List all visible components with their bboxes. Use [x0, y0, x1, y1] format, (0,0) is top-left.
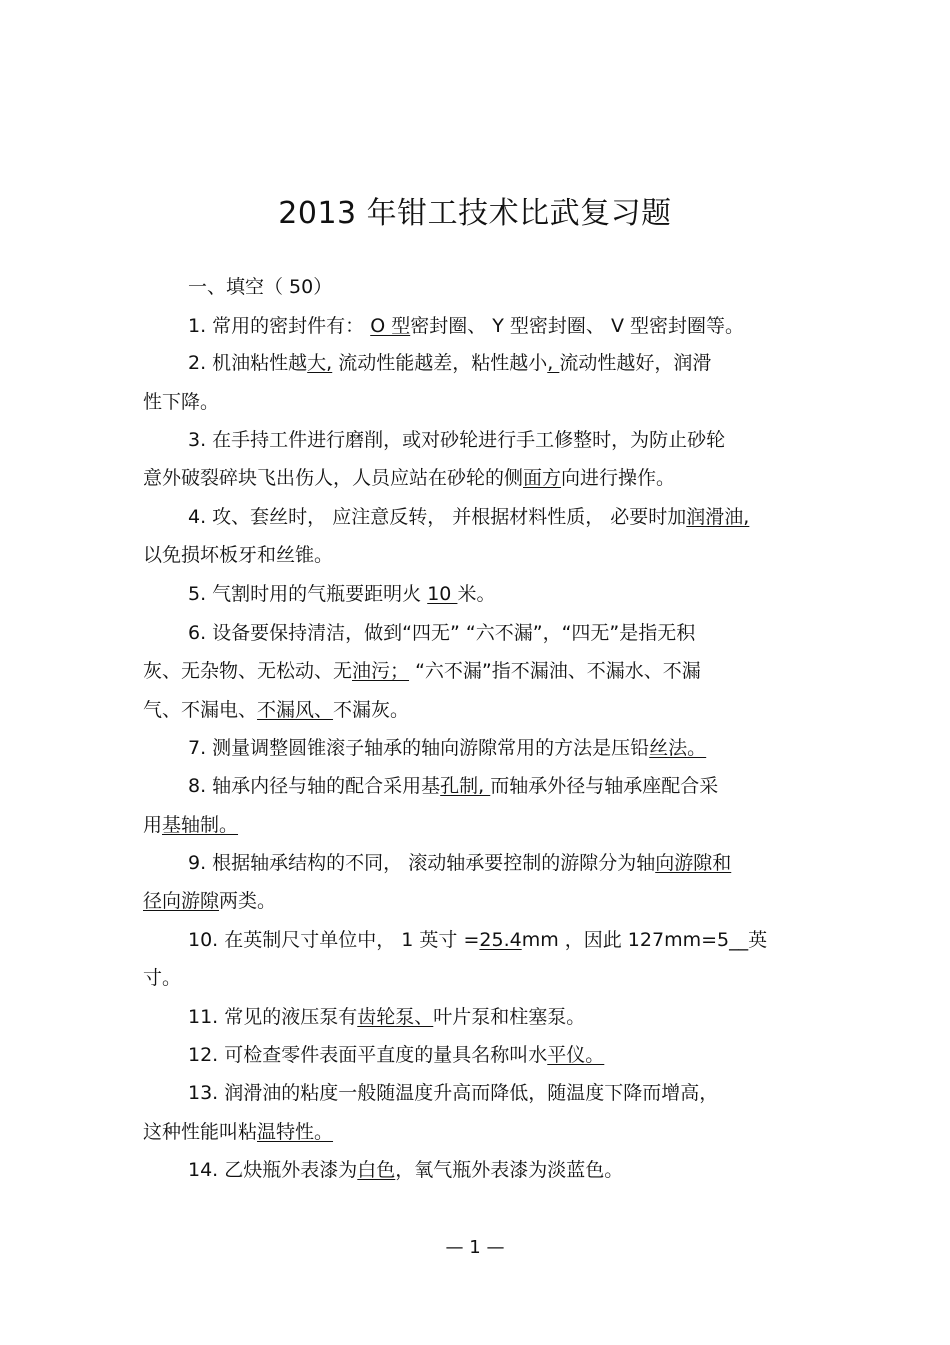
question-12	[188, 1042, 604, 1068]
answer-blank: 润滑油,	[686, 506, 750, 528]
question-text: 2. 机油粘性越	[188, 352, 308, 374]
question-text: 气、不漏电、	[143, 699, 258, 721]
question-text: 而轴承外径与轴承座配合采	[490, 775, 719, 797]
question-text: 5. 气割时用的气瓶要距明火	[188, 583, 428, 605]
question-10-continued: 寸。	[143, 967, 182, 989]
question-8	[188, 773, 718, 799]
answer-blank: 向游隙和	[655, 852, 732, 874]
question-text: 灰、无杂物、无松动、无	[143, 660, 353, 682]
question-text: 10. 在英制尺寸单位中， 1 英寸 =	[188, 929, 480, 951]
question-text: 流动性越好，润滑	[559, 352, 712, 374]
question-13: 13. 润滑油的粘度一般随温度升高而降低，随温度下降而增高，	[188, 1082, 719, 1104]
question-6-continued	[143, 658, 701, 684]
question-4	[188, 504, 749, 530]
question-3: 3. 在手持工件进行磨削，或对砂轮进行手工修整时，为防止砂轮	[188, 429, 726, 451]
answer-blank: 不漏风、	[257, 699, 334, 721]
question-6-continued-2	[143, 697, 409, 723]
question-6: 6. 设备要保持清洁，做到“四无” “六不漏”，“四无”是指无积	[188, 622, 696, 644]
question-2	[188, 350, 711, 376]
question-text: 9. 根据轴承结构的不同， 滚动轴承要控制的游隙分为轴	[188, 852, 656, 874]
answer-blank: 齿轮泵、	[357, 1006, 434, 1028]
question-text: 用	[143, 814, 163, 836]
question-text: 叶片泵和柱塞泵。	[433, 1006, 586, 1028]
answer-blank: 大,	[307, 352, 333, 374]
question-1	[188, 313, 744, 339]
answer-blank: 径向游隙	[143, 890, 220, 912]
answer-blank: 孔制,	[440, 775, 491, 797]
question-10	[188, 927, 767, 953]
page-title: 2013 年钳工技术比武复习题	[278, 196, 672, 231]
answer-blank: 平仪。	[547, 1044, 605, 1066]
question-8-continued	[143, 812, 238, 838]
question-9-continued	[143, 888, 276, 914]
question-4-continued: 以免损坏板牙和丝锥。	[143, 544, 334, 566]
question-text: 4. 攻、套丝时， 应注意反转， 并根据材料性质， 必要时加	[188, 506, 687, 528]
question-7	[188, 735, 706, 761]
section-heading: 一、填空（ 50）	[188, 276, 333, 298]
question-text: ，氧气瓶外表漆为淡蓝色。	[395, 1159, 624, 1181]
question-text: 密封圈、 Y 型密封圈、 V 型密封圈等。	[410, 315, 744, 337]
answer-blank: 基轴制。	[162, 814, 239, 836]
answer-blank: 白色	[357, 1159, 396, 1181]
question-text: 不漏灰。	[333, 699, 410, 721]
question-2-continued: 性下降。	[143, 391, 220, 413]
question-14	[188, 1157, 623, 1183]
question-5	[188, 581, 495, 607]
answer-blank: ,	[547, 352, 560, 374]
question-text: 14. 乙炔瓶外表漆为	[188, 1159, 358, 1181]
question-text: 米。	[457, 583, 496, 605]
question-text: 1. 常用的密封件有：	[188, 315, 371, 337]
question-9	[188, 850, 731, 876]
answer-blank: 丝法。	[649, 737, 707, 759]
answer-blank: 油污；	[352, 660, 410, 682]
question-text: 意外破裂碎块飞出伤人，人员应站在砂轮的侧	[143, 467, 524, 489]
question-text: 向进行操作。	[561, 467, 676, 489]
answer-blank: O 型	[370, 315, 411, 337]
question-text: 流动性能越差，粘性越小	[332, 352, 548, 374]
answer-blank: 面方	[523, 467, 562, 489]
answer-blank: 温特性。	[257, 1121, 334, 1143]
question-3-continued	[143, 465, 675, 491]
question-text: 英	[748, 929, 768, 951]
page-number: — 1 —	[445, 1237, 505, 1258]
answer-blank: 10	[427, 583, 458, 605]
question-13-continued	[143, 1119, 333, 1145]
question-text: “六不漏”指不漏油、不漏水、不漏	[409, 660, 701, 682]
question-text: 两类。	[219, 890, 277, 912]
answer-blank: __	[729, 929, 749, 951]
question-text: mm ，因此 127mm=5	[521, 929, 730, 951]
question-text: 这种性能叫粘	[143, 1121, 258, 1143]
question-text: 12. 可检查零件表面平直度的量具名称叫水	[188, 1044, 548, 1066]
question-11	[188, 1004, 585, 1030]
question-text: 7. 测量调整圆锥滚子轴承的轴向游隙常用的方法是压铅	[188, 737, 650, 759]
answer-blank: 25.4	[479, 929, 522, 951]
question-text: 8. 轴承内径与轴的配合采用基	[188, 775, 441, 797]
question-text: 11. 常见的液压泵有	[188, 1006, 358, 1028]
